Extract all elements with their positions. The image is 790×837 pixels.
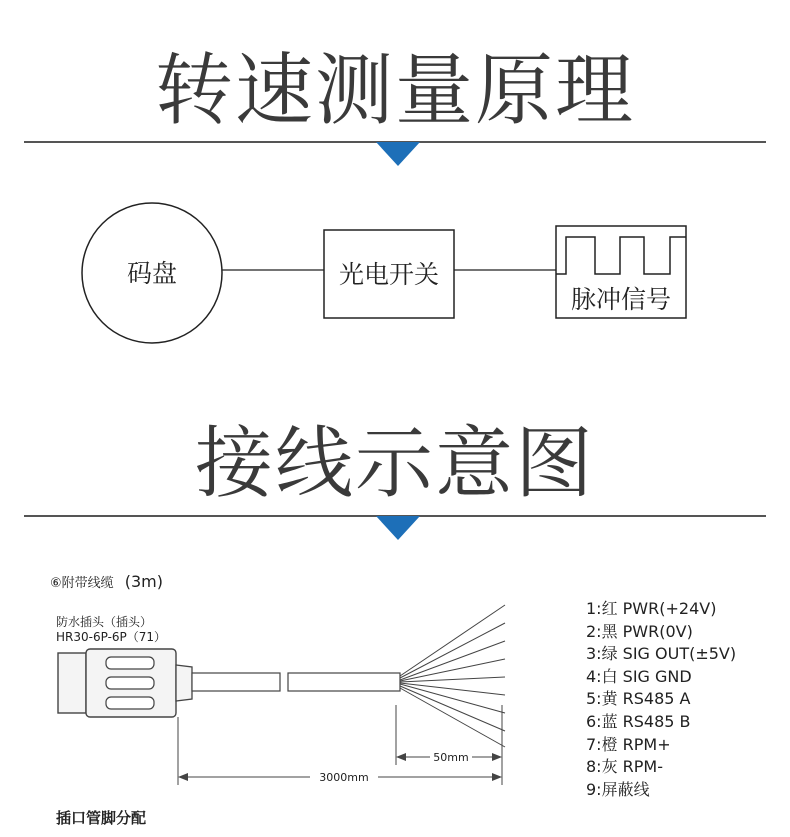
connector-label: 防水插头（插头） bbox=[56, 615, 153, 629]
dim-tail-arrow-right-icon bbox=[492, 753, 502, 761]
cable-diagram bbox=[40, 595, 580, 805]
dim-total-label: 3000mm bbox=[319, 771, 369, 784]
pin-item: 5:黄 RS485 A bbox=[586, 689, 691, 709]
disk-label: 码盘 bbox=[126, 259, 178, 288]
cable-label: ⑥附带线缆 bbox=[50, 576, 114, 591]
dim-tail-arrow-left-icon bbox=[396, 753, 406, 761]
switch-label: 光电开关 bbox=[338, 260, 440, 289]
pin-item: 7:橙 RPM+ bbox=[586, 734, 671, 754]
pin-item: 1:红 PWR(+24V) bbox=[586, 599, 717, 618]
dim-total-arrow-right-icon bbox=[492, 773, 502, 781]
cable-segment-right bbox=[288, 673, 400, 691]
pin-item: 6:蓝 RS485 B bbox=[586, 711, 691, 731]
square-wave-icon bbox=[556, 237, 686, 274]
pin-list bbox=[586, 598, 736, 801]
pin-item: 2:黑 PWR(0V) bbox=[586, 621, 693, 641]
connector-slot-2 bbox=[106, 677, 154, 689]
cable-length: (3m) bbox=[124, 572, 163, 591]
connector-cap bbox=[58, 653, 86, 713]
cable-segment-left bbox=[192, 673, 280, 691]
section1-down-triangle-icon bbox=[376, 142, 420, 166]
connector-slot-3 bbox=[106, 697, 154, 709]
dim-tail-label: 50mm bbox=[433, 751, 469, 764]
section2-down-triangle-icon bbox=[376, 516, 420, 540]
dim-total-arrow-left-icon bbox=[178, 773, 188, 781]
fanned-wires bbox=[400, 605, 505, 747]
connector-slot-1 bbox=[106, 657, 154, 669]
pin-item: 3:绿 SIG OUT(±5V) bbox=[586, 644, 737, 664]
section1-title: 转速测量原理 bbox=[154, 46, 635, 136]
pin-item: 9:屏蔽线 bbox=[586, 779, 650, 799]
principle-diagram bbox=[0, 190, 790, 390]
connector-model: HR30-6P-6P（71） bbox=[56, 630, 167, 644]
pinout-heading: 插口管脚分配 bbox=[56, 809, 147, 827]
section2-title: 接线示意图 bbox=[194, 419, 595, 509]
pin-item: 8:灰 RPM- bbox=[586, 757, 664, 777]
pulse-label: 脉冲信号 bbox=[570, 285, 672, 314]
cable-label-row bbox=[50, 572, 163, 591]
connector-strain-relief bbox=[176, 665, 192, 701]
pin-item: 4:白 SIG GND bbox=[586, 666, 692, 686]
